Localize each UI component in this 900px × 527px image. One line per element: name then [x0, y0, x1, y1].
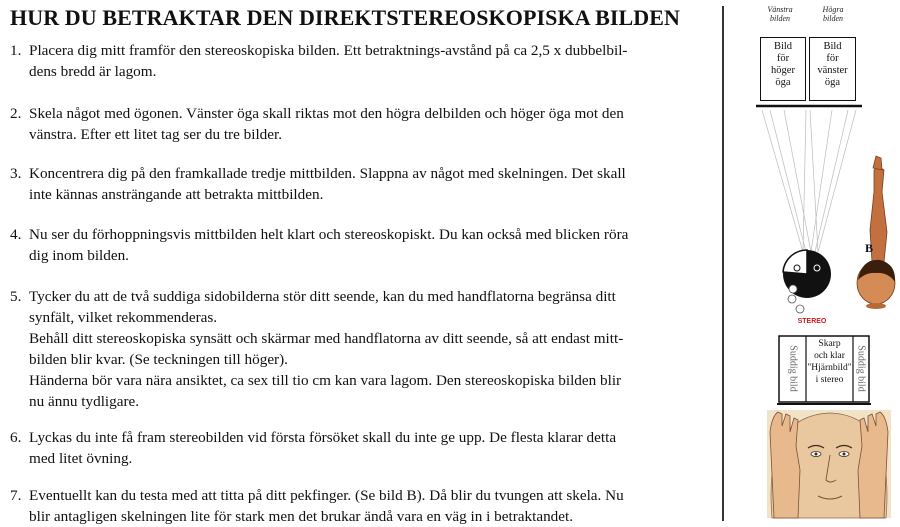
step-line: inte kännas ansträngande att betrakta mittbilden. — [29, 186, 324, 203]
step-line: Behåll ditt stereoskopiska synsätt och skärmar med handflatorna av ditt seende, så att endast mitt- — [29, 330, 624, 347]
step-number: 4. — [10, 226, 22, 243]
step-line: Koncentrera dig på den framkallade tredje mittbilden. Slappna av något med skelningen. Det skall — [29, 165, 626, 182]
step-number: 3. — [10, 165, 22, 182]
left-blur-label: Suddig bild — [787, 345, 799, 392]
step-number: 2. — [10, 105, 22, 122]
step-line: Tycker du att de två suddiga sidobilderna stör ditt seende, kan du med handflatorna begränsa ditt — [29, 288, 616, 305]
step-line: Skela något med ögonen. Vänster öga skall riktas mot den högra delbilden och höger öga mot den — [29, 105, 624, 122]
step-line: Nu ser du förhoppningsvis mittbilden helt klart och stereoskopiskt. Du kan också med blicken röra — [29, 226, 629, 243]
face-with-hands-illustration — [767, 410, 891, 518]
step-number: 7. — [10, 487, 22, 504]
step-line: vänstra. Efter ett litet tag ser du tre bilder. — [29, 126, 283, 143]
step-number: 5. — [10, 288, 22, 305]
left-image-caption: Vänstra bilden — [767, 5, 793, 23]
step-line: nu ännu tydligare. — [29, 393, 140, 410]
step-line: dens bredd är lagom. — [29, 63, 157, 80]
step-line: Lyckas du inte få fram stereobilden vid första försöket skall du inte ge upp. De flesta klarar detta — [29, 429, 617, 446]
step-line: bilden blir kvar. (Se teckningen till höger). — [29, 351, 288, 368]
right-image-caption: Högra bilden — [822, 5, 844, 23]
step-line: synfält, vilket rekommenderas. — [29, 309, 218, 326]
center-image-label: Skarp och klar "Hjärnbild" i stereo — [807, 339, 852, 385]
step-line: Placera dig mitt framför den stereoskopiska bilden. Ett betraktnings-avstånd på ca 2,5 x dubbelbil- — [29, 42, 628, 59]
left-image-box: Bild för höger öga — [760, 37, 806, 101]
right-image-box: Bild för vänster öga — [809, 37, 856, 101]
page-title: HUR DU BETRAKTAR DEN DIREKTSTEREOSKOPISKA BILDEN — [10, 5, 681, 30]
step-line: dig inom bilden. — [29, 247, 129, 264]
figure-label-b: B — [864, 241, 873, 255]
step-number: 6. — [10, 429, 22, 446]
right-blur-label: Suddig bild — [855, 345, 867, 392]
step-line: med litet övning. — [29, 450, 133, 467]
eye-icon — [794, 265, 800, 271]
step-line: blir antagligen skelningen lite för stark men det brukar ändå vara en väg in i betraktandet. — [29, 508, 574, 525]
stereo-label: STEREO — [797, 318, 827, 325]
step-line: Eventuellt kan du testa med att titta på ditt pekfinger. (Se bild B). Då blir du tvungen att skela. Nu — [29, 487, 624, 504]
step-number: 1. — [10, 42, 22, 59]
step-line: Händerna bör vara nära ansiktet, ca sex till tio cm kan vara lagom. Den stereoskopiska bilden blir — [29, 372, 622, 389]
sight-lines — [762, 110, 856, 252]
finger-test-figure — [857, 156, 895, 309]
eye-icon — [814, 265, 820, 271]
